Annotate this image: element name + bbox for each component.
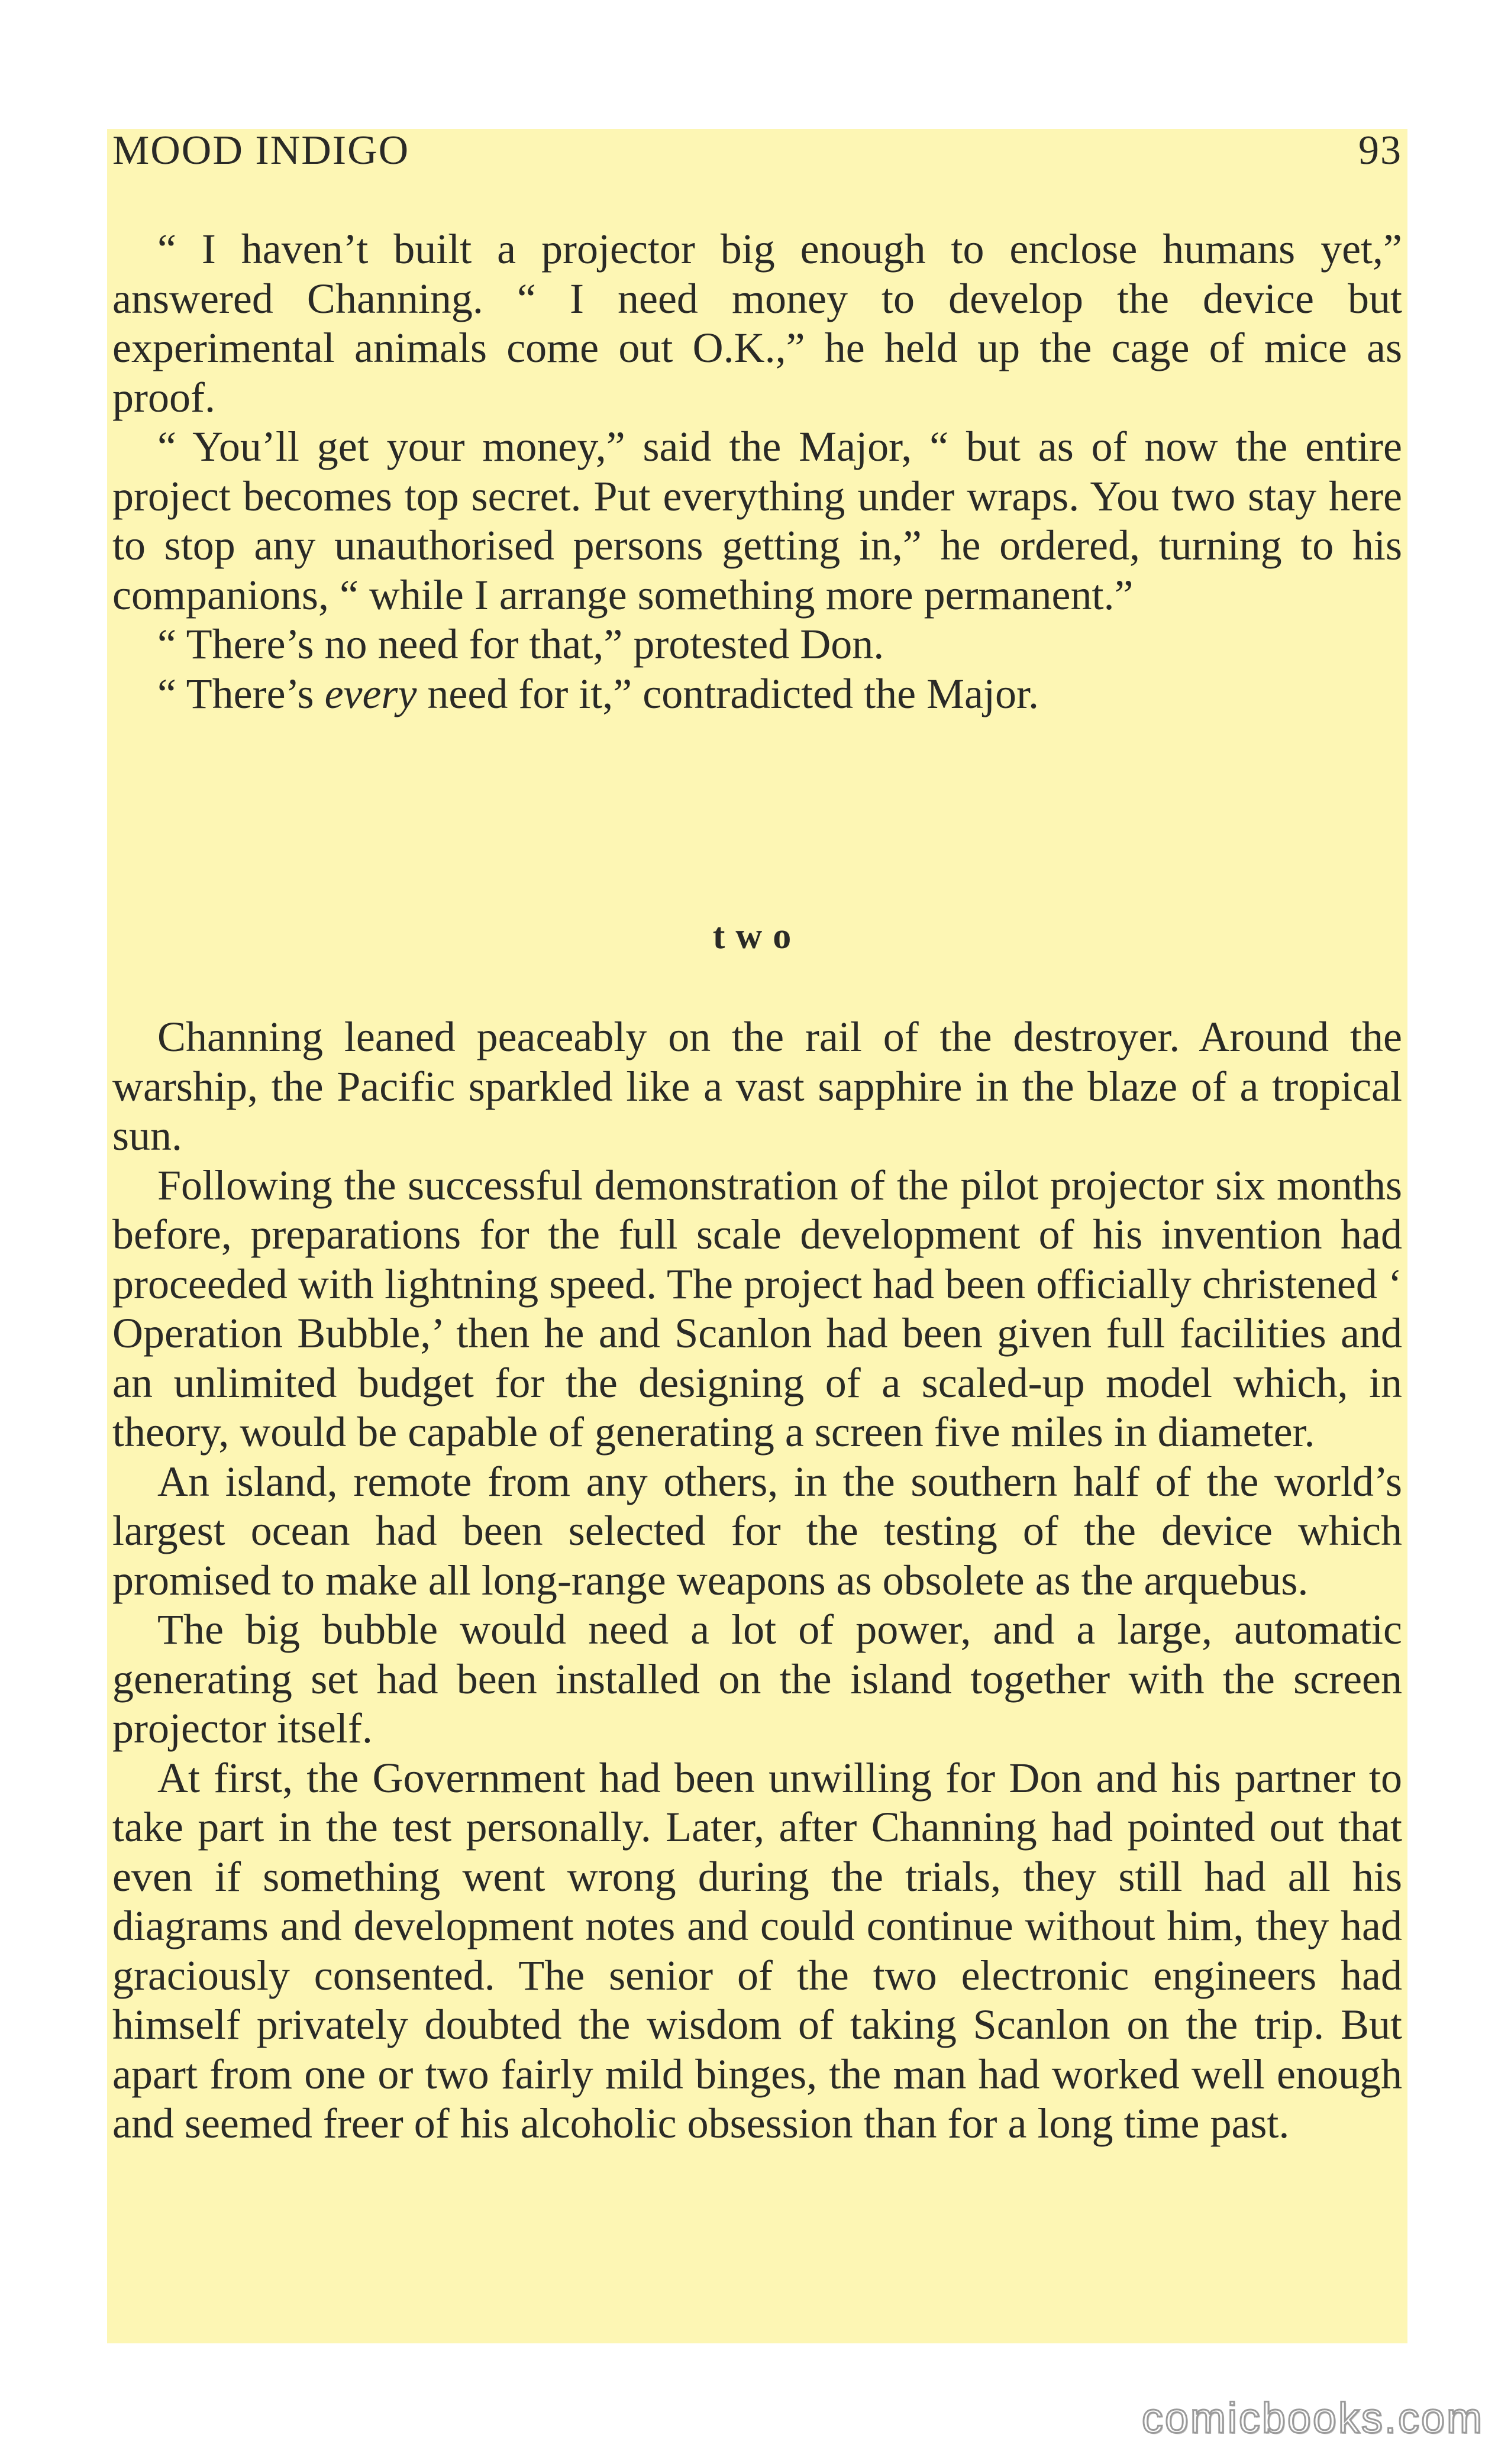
paragraph: Following the successful demonstration of the pilot projector six months before, preparations for the full scale development of his invention had proceeded with lightning speed. The project had been officially christened ‘ Operation Bubble,’ then he and Scanlon had been given full facilities and an unlimited budget for the designing of a scaled-up model which, in theory, would be capable of generating a screen five miles in diameter. <box>112 1161 1402 1456</box>
paragraph: The big bubble would need a lot of power, and a large, automatic generating set had been installed on the island together with the screen projector itself. <box>112 1606 1402 1752</box>
paragraph <box>112 670 1402 719</box>
text-block-after-chapter <box>112 1013 1402 2149</box>
paragraph-text: need for it,” contradicted the Major. <box>417 670 1039 717</box>
watermark: comicbooks.com <box>1141 2395 1484 2442</box>
paragraph: At first, the Government had been unwilling for Don and his partner to take part in the test personally. Later, after Channing had pointed out that even if something went wrong during the trials, they still had all his diagrams and development notes and could continue without him, they had graciously consented. The senior of the two electronic engineers had himself privately doubted the wisdom of taking Scanlon on the trip. But apart from one or two fairly mild binges, the man had worked well enough and seemed freer of his alcoholic obsession than for a long time past. <box>112 1754 1402 2147</box>
text-block-before-chapter <box>112 225 1402 719</box>
page-number: 93 <box>1358 128 1402 173</box>
paragraph: “ I haven’t built a projector big enough to enclose humans yet,” answered Channing. “ I need money to develop the device but experimental animals come out O.K.,” he held up the cage of mice as proof. <box>112 225 1402 421</box>
paragraph: “ You’ll get your money,” said the Major, “ but as of now the entire project becomes top secret. Put everything under wraps. You two stay here to stop any unauthorised persons getting in,” he ordered, turning to his companions, “ while I arrange something more permanent.” <box>112 423 1402 619</box>
chapter-heading: two <box>712 916 802 956</box>
paragraph: Channing leaned peaceably on the rail of the destroyer. Around the warship, the Pacific sparkled like a vast sapphire in the blaze of a tropical sun. <box>112 1013 1402 1159</box>
paragraph: “ There’s no need for that,” protested Don. <box>157 620 884 668</box>
running-title: MOOD INDIGO <box>112 128 410 173</box>
paragraph: An island, remote from any others, in the southern half of the world’s largest ocean had been selected for the testing of the device which promised to make all long-range weapons as obsolete as the arquebus. <box>112 1457 1402 1604</box>
paragraph-text: “ There’s <box>157 670 325 717</box>
running-head <box>112 124 1402 177</box>
emphasis-word: every <box>324 670 417 717</box>
